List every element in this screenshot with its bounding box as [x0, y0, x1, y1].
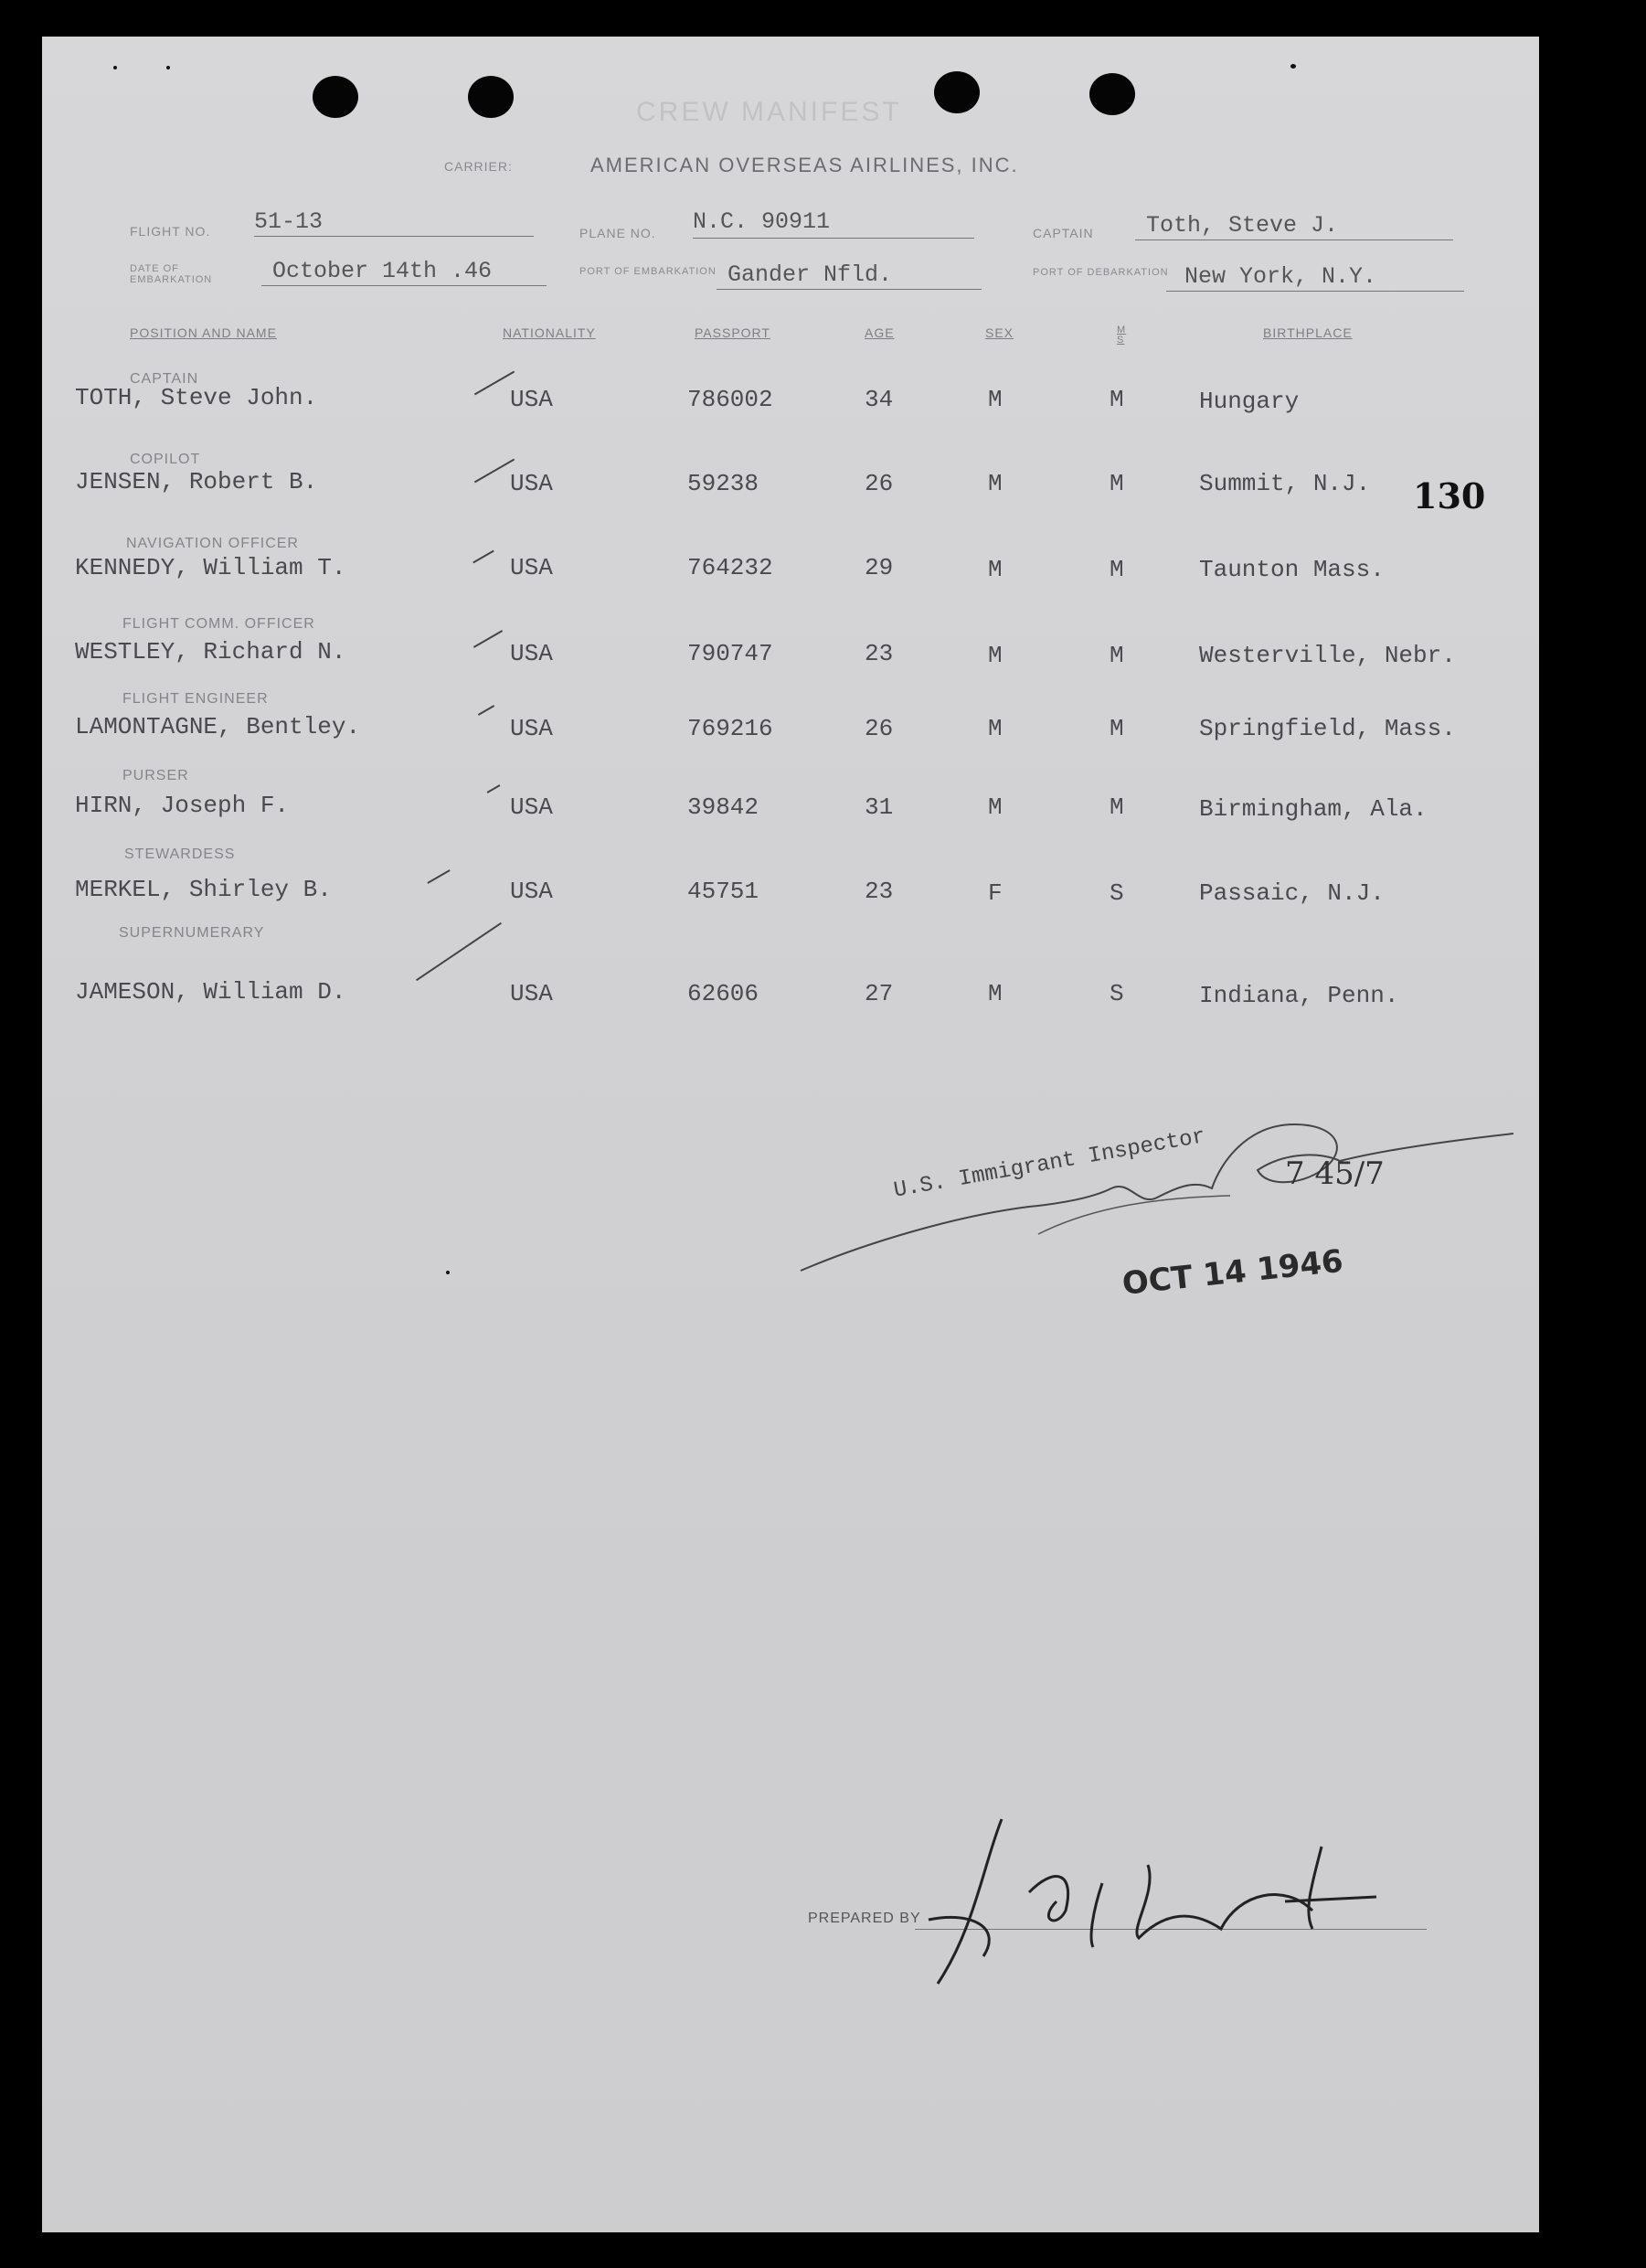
crew-marital-status: M: [1110, 642, 1124, 669]
crew-sex: M: [988, 793, 1003, 821]
flight-underline: [254, 236, 534, 237]
document-title: CREW MANIFEST: [636, 97, 902, 127]
crew-passport: 59238: [687, 470, 759, 497]
inspector-mark-text: 7 45/7: [1285, 1155, 1385, 1192]
embark-port-label: PORT OF EMBARKATION: [579, 266, 717, 277]
crew-age: 23: [865, 878, 894, 905]
crew-position: STEWARDESS: [124, 847, 236, 862]
crew-position: PURSER: [122, 768, 189, 783]
crew-birthplace: Hungary: [1199, 388, 1300, 415]
crew-passport: 769216: [687, 715, 773, 742]
crew-nationality: USA: [510, 715, 553, 742]
crew-age: 29: [865, 554, 894, 581]
punch-hole: [1089, 73, 1135, 115]
crew-sex: M: [988, 642, 1003, 669]
crew-birthplace: Summit, N.J.: [1199, 470, 1371, 497]
col-age: AGE: [865, 325, 895, 340]
crew-age: 26: [865, 715, 894, 742]
crew-name: TOTH, Steve John.: [75, 384, 318, 411]
crew-nationality: USA: [510, 470, 553, 497]
crew-position: COPILOT: [130, 452, 201, 467]
crew-passport: 45751: [687, 878, 759, 905]
crew-nationality: USA: [510, 878, 553, 905]
carrier-label: CARRIER:: [444, 159, 513, 174]
crew-nationality: USA: [510, 386, 553, 413]
plane-underline: [693, 238, 974, 239]
crew-age: 27: [865, 980, 894, 1007]
check-mark: [473, 630, 503, 648]
crew-marital-status: M: [1110, 793, 1124, 821]
flight-value: 51-13: [254, 208, 324, 235]
crew-name: JAMESON, William D.: [75, 978, 346, 1006]
plane-label: PLANE NO.: [579, 226, 656, 240]
col-position: POSITION AND NAME: [130, 325, 277, 340]
crew-age: 26: [865, 470, 894, 497]
crew-sex: M: [988, 470, 1003, 497]
crew-sex: F: [988, 879, 1003, 907]
crew-position: SUPERNUMERARY: [119, 925, 265, 941]
crew-position: FLIGHT COMM. OFFICER: [122, 616, 315, 632]
crew-nationality: USA: [510, 640, 553, 667]
prepared-by-signature: [919, 1810, 1431, 1993]
speck: [446, 1271, 450, 1274]
embark-date-underline: [261, 285, 547, 286]
speck: [113, 66, 117, 69]
embark-date-value: October 14th .46: [272, 258, 493, 284]
crew-birthplace: Passaic, N.J.: [1199, 879, 1385, 907]
crew-position: CAPTAIN: [130, 371, 199, 387]
crew-sex: M: [988, 556, 1003, 583]
speck: [166, 66, 170, 69]
crew-passport: 39842: [687, 793, 759, 821]
crew-marital-status: M: [1110, 470, 1124, 497]
crew-sex: M: [988, 386, 1003, 413]
plane-value: N.C. 90911: [693, 208, 831, 235]
inspector-title: U.S. Immigrant Inspector: [892, 1123, 1208, 1204]
col-nationality: NATIONALITY: [503, 325, 596, 340]
crew-marital-status: M: [1110, 386, 1124, 413]
crew-passport: 790747: [687, 640, 773, 667]
date-stamp: OCT 14 1946: [1120, 1242, 1345, 1303]
col-ms: M S: [1117, 325, 1127, 346]
captain-label: CAPTAIN: [1033, 226, 1094, 240]
debark-port-label: PORT OF DEBARKATION: [1033, 267, 1169, 278]
prepared-by-label: PREPARED BY: [808, 1911, 921, 1926]
check-mark: [416, 922, 502, 981]
col-birthplace: BIRTHPLACE: [1263, 325, 1353, 340]
crew-birthplace: Birmingham, Ala.: [1199, 795, 1428, 823]
crew-sex: M: [988, 980, 1003, 1007]
crew-marital-status: S: [1110, 980, 1124, 1007]
embark-port-underline: [717, 289, 982, 290]
crew-marital-status: M: [1110, 715, 1124, 742]
crew-name: MERKEL, Shirley B.: [75, 876, 332, 903]
punch-hole: [313, 76, 358, 118]
crew-name: WESTLEY, Richard N.: [75, 638, 346, 665]
manifest-page: [42, 37, 1539, 2232]
crew-birthplace: Taunton Mass.: [1199, 556, 1385, 583]
page-stamp-number: 130: [1413, 475, 1486, 516]
crew-position: NAVIGATION OFFICER: [126, 536, 299, 551]
punch-hole: [468, 76, 514, 118]
embark-port-value: Gander Nfld.: [727, 261, 893, 288]
carrier-name: AMERICAN OVERSEAS AIRLINES, INC.: [590, 154, 1019, 176]
check-mark: [474, 371, 515, 396]
check-mark: [427, 869, 450, 884]
crew-marital-status: S: [1110, 879, 1124, 907]
crew-passport: 62606: [687, 980, 759, 1007]
crew-nationality: USA: [510, 793, 553, 821]
crew-birthplace: Springfield, Mass.: [1199, 715, 1456, 742]
crew-position: FLIGHT ENGINEER: [122, 691, 269, 707]
punch-hole: [934, 71, 980, 113]
speck: [1290, 64, 1296, 69]
check-mark: [474, 459, 515, 484]
crew-name: LAMONTAGNE, Bentley.: [75, 713, 361, 740]
crew-passport: 786002: [687, 386, 773, 413]
crew-birthplace: Westerville, Nebr.: [1199, 642, 1456, 669]
crew-sex: M: [988, 715, 1003, 742]
col-sex: SEX: [985, 325, 1014, 340]
crew-name: KENNEDY, William T.: [75, 554, 346, 581]
col-passport: PASSPORT: [695, 325, 770, 340]
crew-age: 34: [865, 386, 894, 413]
debark-port-underline: [1166, 291, 1464, 292]
crew-passport: 764232: [687, 554, 773, 581]
crew-age: 23: [865, 640, 894, 667]
crew-name: HIRN, Joseph F.: [75, 792, 290, 819]
check-mark: [478, 705, 494, 716]
crew-name: JENSEN, Robert B.: [75, 468, 318, 495]
check-mark: [473, 550, 494, 564]
debark-port-value: New York, N.Y.: [1184, 263, 1377, 290]
flight-label: FLIGHT NO.: [130, 224, 211, 239]
crew-nationality: USA: [510, 554, 553, 581]
embark-date-label: DATE OF EMBARKATION: [130, 263, 213, 285]
crew-birthplace: Indiana, Penn.: [1199, 982, 1399, 1009]
crew-age: 31: [865, 793, 894, 821]
captain-value: Toth, Steve J.: [1146, 212, 1339, 239]
check-mark: [487, 784, 501, 793]
crew-marital-status: M: [1110, 556, 1124, 583]
crew-nationality: USA: [510, 980, 553, 1007]
